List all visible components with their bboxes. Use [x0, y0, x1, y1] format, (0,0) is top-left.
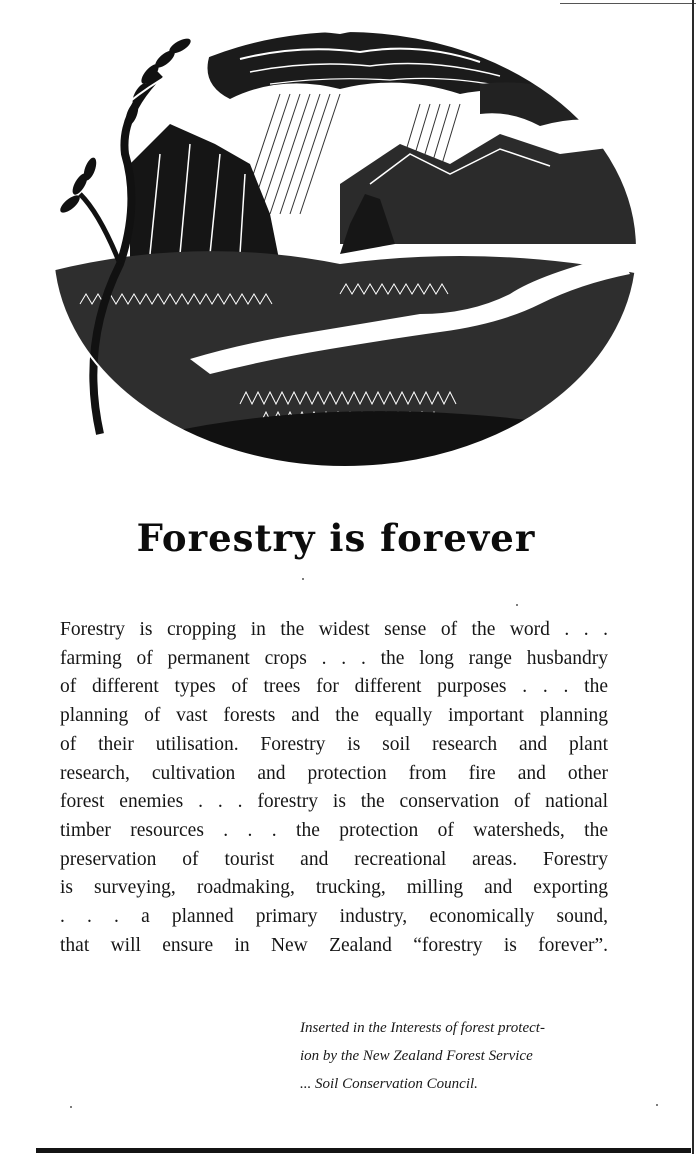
body-line: timber resources . . . the protection of watersheds, the — [60, 819, 608, 841]
ad-headline: Forestry is forever — [136, 516, 536, 560]
body-line: that will ensure in New Zealand “forestry is forever”. — [60, 934, 608, 956]
body-line: of their utilisation. Forestry is soil research and plant — [60, 733, 608, 755]
forest-landscape-illustration — [40, 14, 640, 474]
body-line: is surveying, roadmaking, trucking, milling and exporting — [60, 877, 608, 899]
print-speck — [302, 578, 304, 580]
body-line: research, cultivation and protection from fire and other — [60, 762, 608, 784]
credit-line: ... Soil Conservation Council. — [300, 1076, 478, 1092]
bottom-rule — [36, 1148, 691, 1153]
body-line: of different types of trees for different purposes . . . the — [60, 676, 608, 698]
page-edge-top — [560, 3, 696, 4]
credit-line: Inserted in the Interests of forest protect- — [300, 1020, 545, 1036]
body-line: farming of permanent crops . . . the long range husbandry — [60, 647, 608, 669]
page-edge-right — [692, 0, 694, 1154]
body-line: preservation of tourist and recreational areas. Forestry — [60, 848, 608, 870]
credit-line: ion by the New Zealand Forest Service — [300, 1048, 533, 1064]
ad-body-text — [60, 616, 608, 960]
print-speck — [70, 1106, 72, 1108]
print-speck — [516, 604, 518, 606]
ad-credit — [300, 1014, 610, 1098]
body-line: planning of vast forests and the equally important planning — [60, 705, 608, 727]
body-line: . . . a planned primary industry, economically sound, — [60, 906, 608, 928]
body-line: Forestry is cropping in the widest sense of the word . . . — [60, 619, 608, 640]
print-speck — [656, 1104, 658, 1106]
body-line: forest enemies . . . forestry is the conservation of national — [60, 791, 608, 813]
